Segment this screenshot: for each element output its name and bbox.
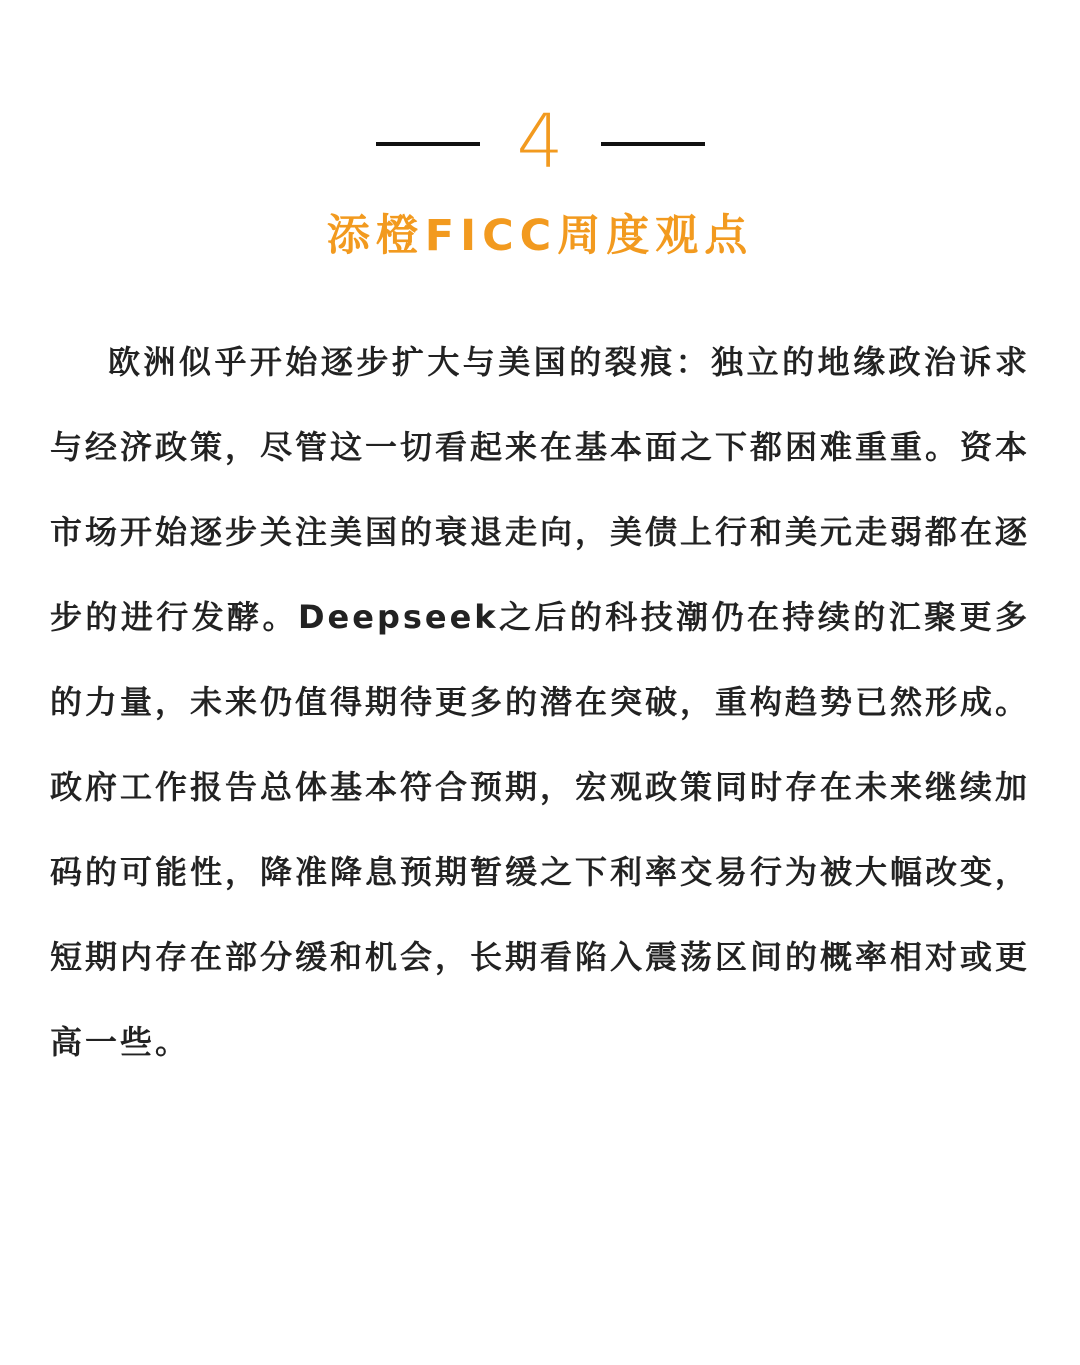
right-divider-line xyxy=(601,142,705,146)
body-paragraph: 欧洲似乎开始逐步扩大与美国的裂痕：独立的地缘政治诉求与经济政策，尽管这一切看起来在基本面之下都困难重重。资本市场开始逐步关注美国的衰退走向，美债上行和美元走弱都在逐步的进行发酵。Deepseek之后的科技潮仍在持续的汇聚更多的力量，未来仍值得期待更多的潜在突破，重构趋势已然形成。政府工作报告总体基本符合预期，宏观政策同时存在未来继续加码的可能性，降准降息预期暂缓之下利率交易行为被大幅改变，短期内存在部分缓和机会，长期看陷入震荡区间的概率相对或更高一些。 xyxy=(50,343,1031,1061)
section-number: 4 xyxy=(516,99,564,185)
section-header xyxy=(0,99,1080,185)
left-divider-line xyxy=(376,142,480,146)
section-title: 添橙FICC周度观点 xyxy=(326,211,754,261)
